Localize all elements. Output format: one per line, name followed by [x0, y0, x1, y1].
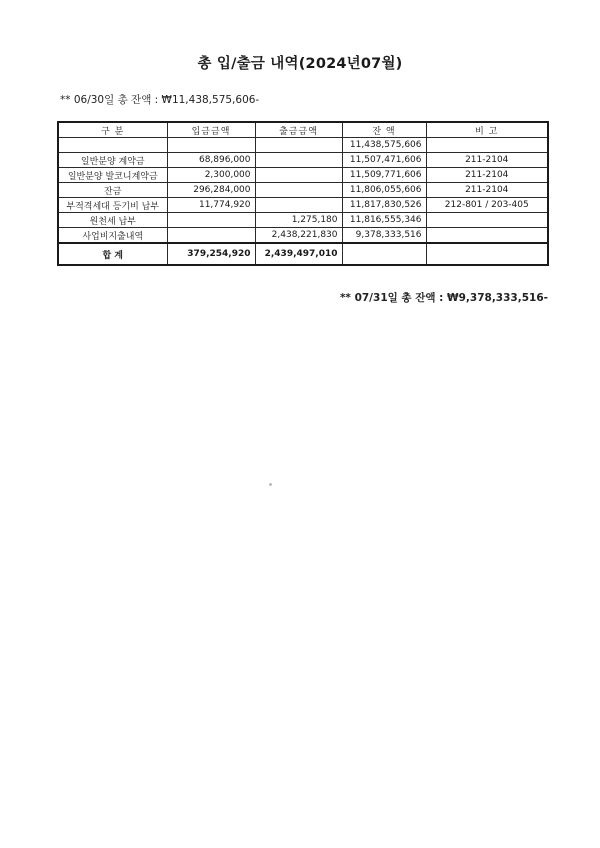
row-category: 원천세 납부 [58, 213, 167, 228]
table-row [58, 183, 548, 198]
total-withdrawal: 2,439,497,010 [255, 243, 342, 265]
row-deposit [167, 213, 255, 228]
header-category: 구 분 [58, 122, 167, 138]
row-balance: 11,507,471,606 [342, 153, 426, 168]
total-balance [342, 243, 426, 265]
closing-balance: ** 07/31일 총 잔액 : ₩9,378,333,516- [339, 292, 548, 304]
row-withdrawal: 2,438,221,830 [255, 228, 342, 244]
document-title: 총 입/출금 내역(2024년07월) [197, 56, 403, 72]
scan-speck [269, 483, 272, 486]
row-deposit: 296,284,000 [167, 183, 255, 198]
row-category: 일반분양 계약금 [58, 153, 167, 168]
row-note: 211-2104 [426, 168, 548, 183]
opening-balance: ** 06/30일 총 잔액 : ₩11,438,575,606- [60, 94, 260, 106]
row-category [58, 138, 167, 153]
row-deposit: 68,896,000 [167, 153, 255, 168]
table-row [58, 153, 548, 168]
row-balance: 11,806,055,606 [342, 183, 426, 198]
header-withdrawal: 출금금액 [255, 122, 342, 138]
header-balance: 잔 액 [342, 122, 426, 138]
table-row [58, 228, 548, 244]
row-deposit: 2,300,000 [167, 168, 255, 183]
total-row [58, 243, 548, 265]
total-note [426, 243, 548, 265]
row-note [426, 228, 548, 244]
row-note: 211-2104 [426, 183, 548, 198]
row-balance: 9,378,333,516 [342, 228, 426, 244]
total-deposit: 379,254,920 [167, 243, 255, 265]
row-category: 일반분양 발코니계약금 [58, 168, 167, 183]
row-deposit: 11,774,920 [167, 198, 255, 213]
row-withdrawal [255, 198, 342, 213]
table-header-row [58, 122, 548, 138]
row-deposit [167, 138, 255, 153]
row-category: 부적격세대 등기비 납부 [58, 198, 167, 213]
row-note [426, 138, 548, 153]
table-row [58, 168, 548, 183]
row-category: 사업비지출내역 [58, 228, 167, 244]
row-note [426, 213, 548, 228]
row-balance: 11,438,575,606 [342, 138, 426, 153]
row-withdrawal [255, 138, 342, 153]
total-label: 합 계 [58, 243, 167, 265]
row-deposit [167, 228, 255, 244]
table-row [58, 213, 548, 228]
table-row [58, 138, 548, 153]
row-withdrawal: 1,275,180 [255, 213, 342, 228]
row-balance: 11,509,771,606 [342, 168, 426, 183]
row-note: 211-2104 [426, 153, 548, 168]
row-note: 212-801 / 203-405 [426, 198, 548, 213]
row-withdrawal [255, 168, 342, 183]
row-withdrawal [255, 183, 342, 198]
row-category: 잔금 [58, 183, 167, 198]
ledger-table [57, 121, 549, 266]
row-balance: 11,816,555,346 [342, 213, 426, 228]
row-balance: 11,817,830,526 [342, 198, 426, 213]
row-withdrawal [255, 153, 342, 168]
header-deposit: 입금금액 [167, 122, 255, 138]
table-row [58, 198, 548, 213]
header-note: 비 고 [426, 122, 548, 138]
